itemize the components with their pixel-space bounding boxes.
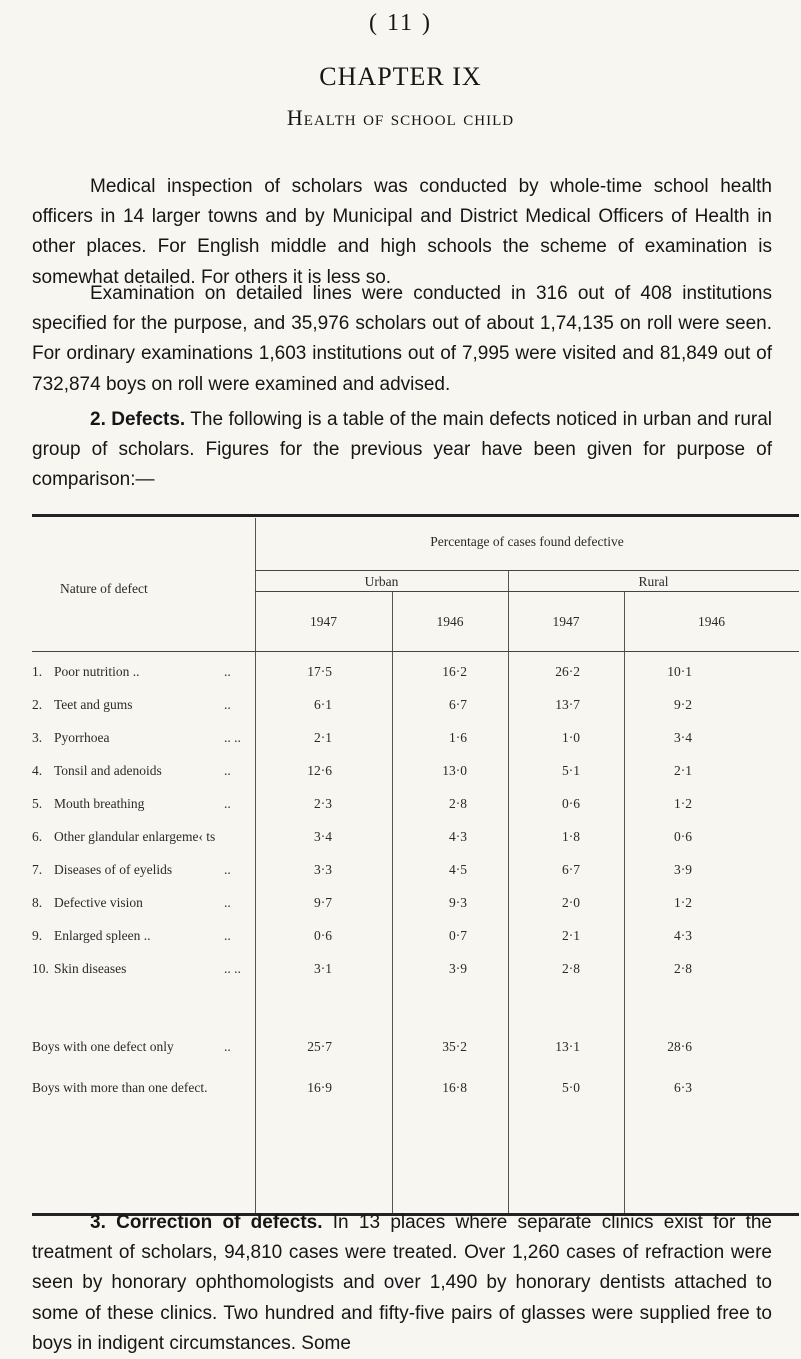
defect-label: Defective vision xyxy=(54,895,143,910)
table-cell: 0·6 xyxy=(674,829,692,844)
table-cell: 17·5 xyxy=(307,664,332,679)
table-cell: 25·7 xyxy=(307,1039,332,1054)
table-cell: 1·2 xyxy=(674,895,692,910)
paragraph-defects xyxy=(32,405,772,496)
table-cell: 5·0 xyxy=(562,1080,580,1095)
table-cell: 2·3 xyxy=(314,796,332,811)
row-number: 1. xyxy=(32,664,43,679)
defects-lead: 2. Defects. xyxy=(90,409,186,430)
table-cell: 16·9 xyxy=(307,1080,332,1095)
defects-table xyxy=(32,514,799,1216)
leader-dots: .. .. xyxy=(224,730,241,745)
table-cell: 9·7 xyxy=(314,895,332,910)
table-cell: 2·1 xyxy=(314,730,332,745)
paragraph-examination: Examination on detailed lines were conducted in 316 out of 408 institutions specified for the purpose, and 35,976 scholars out of about 1,74,135 on roll were seen. For ordinary examinations 1,603 institutions out of 7,995 were visited and 81,849 out of 732,874 boys on roll were examined and advised. xyxy=(32,283,772,395)
nature-header: Nature of defect xyxy=(60,581,148,596)
correction-text: In 13 places where separate clinics exist for the treatment of scholars, 94,810 cases were treated. Over 1,260 cases of refraction were seen by honorary ophthomologists and over 1,490 by honorary dentists attached to some of these clinics. Two hundred and fifty-five pairs of glasses were supplied free to boys in indigent circumstances. Some xyxy=(32,1212,772,1354)
table-cell: 1·0 xyxy=(562,730,580,745)
summary-label: Boys with more than one defect. xyxy=(32,1080,208,1095)
table-cell: 5·1 xyxy=(562,763,580,778)
table-cell: 4·3 xyxy=(449,829,467,844)
row-number: 8. xyxy=(32,895,43,910)
year-rural-1946: 1946 xyxy=(698,614,725,629)
table-cell: 13·7 xyxy=(555,697,580,712)
section-title: Health of school child xyxy=(286,105,515,130)
leader-dots: .. xyxy=(224,796,231,811)
percentage-header: Percentage of cases found defective xyxy=(430,534,624,549)
row-number: 9. xyxy=(32,928,43,943)
row-number: 2. xyxy=(32,697,43,712)
leader-dots: .. xyxy=(224,1039,231,1054)
leader-dots: .. xyxy=(224,697,231,712)
table-cell: 3·9 xyxy=(674,862,692,877)
table-cell: 28·6 xyxy=(667,1039,692,1054)
row-number: 3. xyxy=(32,730,43,745)
table-cell: 6·1 xyxy=(314,697,332,712)
row-number: 6. xyxy=(32,829,43,844)
paragraph-intro: Medical inspection of scholars was conducted by whole-time school health officers in 14 larger towns and by Municipal and District Medical Officers of Health in other places. For English middle and high schools the scheme of examination is somewhat detailed. For others it is less so. xyxy=(32,176,772,288)
row-number: 7. xyxy=(32,862,43,877)
table-cell: 13·1 xyxy=(555,1039,580,1054)
table-cell: 3·4 xyxy=(314,829,332,844)
table-cell: 13·0 xyxy=(442,763,467,778)
leader-dots: .. .. xyxy=(224,961,241,976)
table-cell: 6·7 xyxy=(562,862,580,877)
leader-dots: .. xyxy=(224,895,231,910)
defects-text: The following is a table of the main defects noticed in urban and rural group of scholars. Figures for the previous year have been given for purpose of comparison:— xyxy=(32,409,773,491)
urban-header: Urban xyxy=(364,574,399,589)
table-cell: 6·3 xyxy=(674,1080,692,1095)
defect-label: Other glandular enlargeme‹ ts xyxy=(54,829,216,844)
defect-label: Diseases of of eyelids xyxy=(54,862,173,877)
table-cell: 2·8 xyxy=(562,961,580,976)
page-number: ( 11 ) xyxy=(368,10,433,36)
table-cell: 6·7 xyxy=(449,697,467,712)
defect-label: Poor nutrition .. xyxy=(54,664,140,679)
table-cell: 4·5 xyxy=(449,862,467,877)
table-cell: 1·2 xyxy=(674,796,692,811)
table-cell: 4·3 xyxy=(674,928,692,943)
row-number: 4. xyxy=(32,763,43,778)
table-cell: 9·2 xyxy=(674,697,692,712)
table-cell: 3·3 xyxy=(314,862,332,877)
chapter-heading: CHAPTER IX xyxy=(319,62,482,91)
table-cell: 16·8 xyxy=(442,1080,467,1095)
year-urban-1947: 1947 xyxy=(310,614,337,629)
row-number: 5. xyxy=(32,796,43,811)
paragraph-correction xyxy=(32,1208,772,1359)
table-cell: 0·6 xyxy=(314,928,332,943)
table-cell: 9·3 xyxy=(449,895,467,910)
rural-header: Rural xyxy=(638,574,669,589)
defect-label: Tonsil and adenoids xyxy=(54,763,162,778)
table-cell: 16·2 xyxy=(442,664,467,679)
leader-dots: .. xyxy=(224,763,231,778)
table-cell: 2·1 xyxy=(674,763,692,778)
defect-label: Teet and gums xyxy=(54,697,133,712)
defect-label: Enlarged spleen .. xyxy=(54,928,151,943)
leader-dots: .. xyxy=(224,862,231,877)
table-cell: 2·1 xyxy=(562,928,580,943)
table-cell: 1·6 xyxy=(449,730,467,745)
summary-label: Boys with one defect only xyxy=(32,1039,174,1054)
table-cell: 12·6 xyxy=(307,763,332,778)
table-cell: 0·6 xyxy=(562,796,580,811)
table-cell: 10·1 xyxy=(667,664,692,679)
correction-lead: 3. Correction of defects. xyxy=(90,1212,323,1233)
defect-label: Mouth breathing xyxy=(54,796,145,811)
table-cell: 3·1 xyxy=(314,961,332,976)
year-rural-1947: 1947 xyxy=(552,614,580,629)
table-cell: 1·8 xyxy=(562,829,580,844)
table-cell: 0·7 xyxy=(449,928,467,943)
table-cell: 2·8 xyxy=(674,961,692,976)
table-cell: 3·4 xyxy=(674,730,692,745)
leader-dots: .. xyxy=(224,928,231,943)
row-number: 10. xyxy=(32,961,49,976)
table-cell: 26·2 xyxy=(555,664,580,679)
defect-label: Pyorrhoea xyxy=(54,730,110,745)
table-cell: 3·9 xyxy=(449,961,467,976)
table-cell: 2·8 xyxy=(449,796,467,811)
leader-dots: .. xyxy=(224,664,231,679)
year-urban-1946: 1946 xyxy=(436,614,464,629)
defect-label: Skin diseases xyxy=(54,961,127,976)
table-cell: 35·2 xyxy=(442,1039,467,1054)
table-cell: 2·0 xyxy=(562,895,580,910)
